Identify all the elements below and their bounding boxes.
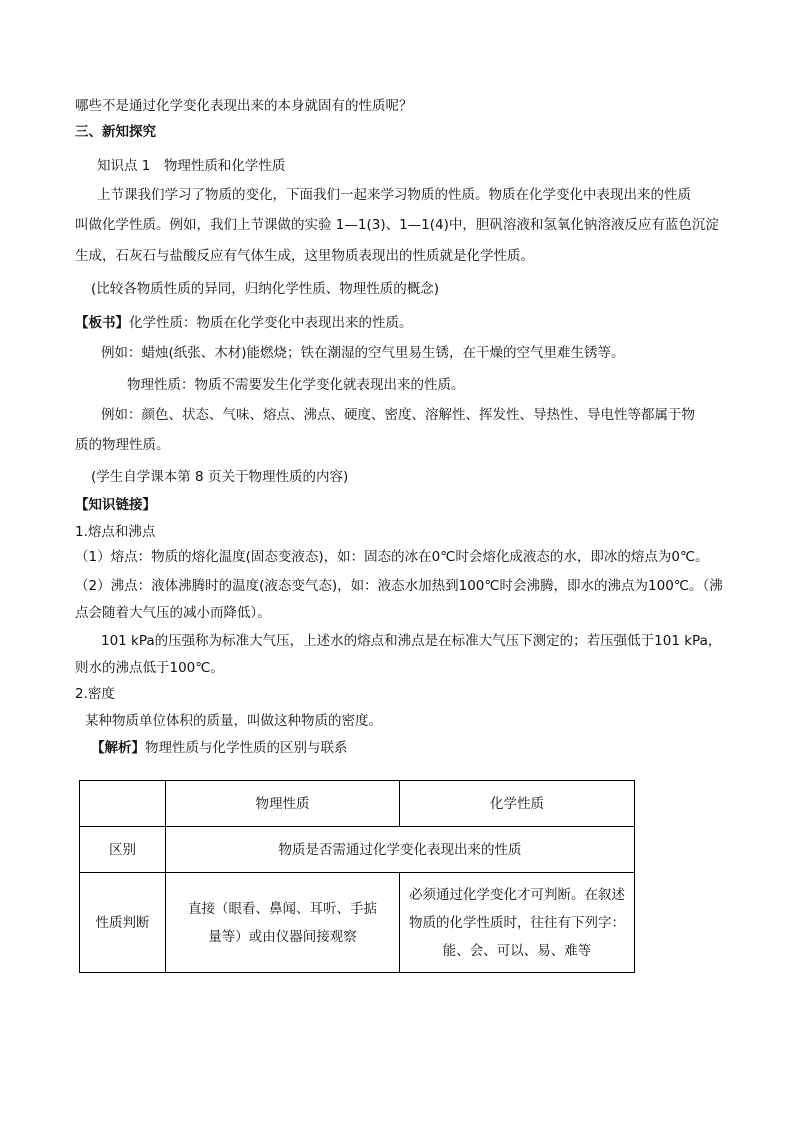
melting-boiling-title: 1.熔点和沸点 [75, 524, 156, 540]
board-chemical-definition [75, 313, 413, 333]
table-header-cell: 物理性质 [166, 781, 400, 827]
chemical-property-definition: 化学性质：物质在化学变化中表现出来的性质。 [129, 315, 413, 331]
row-label-judgement: 性质判断 [80, 873, 166, 973]
knowledge-link-label: 【知识链接】 [75, 497, 156, 513]
paragraph-line: 叫做化学性质。例如，我们上节课做的实验 1—1(3)、1—1(4)中，胆矾溶液和氢氧化钠溶液反应有蓝色沉淀 [75, 217, 719, 233]
boiling-point-line: 点会随着大气压的减小而降低）。 [75, 605, 271, 621]
compare-note: (比较各物质性质的异同，归纳化学性质、物理性质的概念) [91, 281, 440, 297]
table-header-row [80, 781, 635, 827]
chemical-judgement-cell [400, 873, 635, 973]
physical-judgement-text: 直接（眼看、鼻闻、耳听、手掂量等）或由仪器间接观察 [188, 900, 377, 945]
physical-example-line: 例如：颜色、状态、气味、熔点、沸点、硬度、密度、溶解性、挥发性、导热性、导电性等都属于物 [101, 407, 695, 423]
paragraph-line: 上节课我们学习了物质的变化，下面我们一起来学习物质的性质。物质在化学变化中表现出来的性质 [97, 187, 691, 203]
chemical-judgement-text: 必须通过化学变化才可判断。在叙述物质的化学性质时，往往有下列字：能、会、可以、易、难等 [409, 886, 625, 959]
difference-value: 物质是否需通过化学变化表现出来的性质 [166, 827, 635, 873]
table-header-cell: 化学性质 [400, 781, 635, 827]
section-heading-new-knowledge: 三、新知探究 [75, 124, 156, 140]
analysis-label: 【解析】 [91, 740, 145, 756]
comparison-table [79, 780, 635, 973]
knowledge-point-1-title: 知识点 1 物理性质和化学性质 [97, 158, 286, 174]
pressure-line: 则水的沸点低于100℃。 [75, 660, 224, 676]
analysis-line [91, 738, 348, 758]
physical-example-line: 质的物理性质。 [75, 437, 170, 453]
chemical-example: 例如：蜡烛(纸张、木材)能燃烧；铁在潮湿的空气里易生锈，在干燥的空气里难生锈等。 [101, 345, 625, 361]
table-header-cell [80, 781, 166, 827]
board-label: 【板书】 [75, 315, 129, 331]
table-row [80, 873, 635, 973]
density-title: 2.密度 [75, 686, 115, 702]
row-label-difference: 区别 [80, 827, 166, 873]
melting-point-line: （1）熔点：物质的熔化温度(固态变液态)，如：固态的冰在0℃时会熔化成液态的水，即冰的熔点为0℃。 [75, 549, 709, 565]
boiling-point-line: （2）沸点：液体沸腾时的温度(液态变气态)，如：液态水加热到100℃时会沸腾，即水的沸点为100℃。（沸 [75, 578, 723, 594]
physical-property-definition: 物理性质：物质不需要发生化学变化就表现出来的性质。 [127, 377, 465, 393]
analysis-text: 物理性质与化学性质的区别与联系 [145, 740, 348, 756]
physical-judgement-cell [166, 873, 400, 973]
pressure-line: 101 kPa的压强称为标准大气压，上述水的熔点和沸点是在标准大气压下测定的；若压强低于101 kPa， [101, 633, 722, 649]
density-definition: 某种物质单位体积的质量，叫做这种物质的密度。 [85, 713, 382, 729]
table-row [80, 827, 635, 873]
question-intro: 哪些不是通过化学变化表现出来的本身就固有的性质呢？ [75, 98, 413, 114]
self-study-note: (学生自学课本第 8 页关于物理性质的内容) [91, 469, 349, 485]
paragraph-line: 生成，石灰石与盐酸反应有气体生成，这里物质表现出的性质就是化学性质。 [75, 248, 534, 264]
